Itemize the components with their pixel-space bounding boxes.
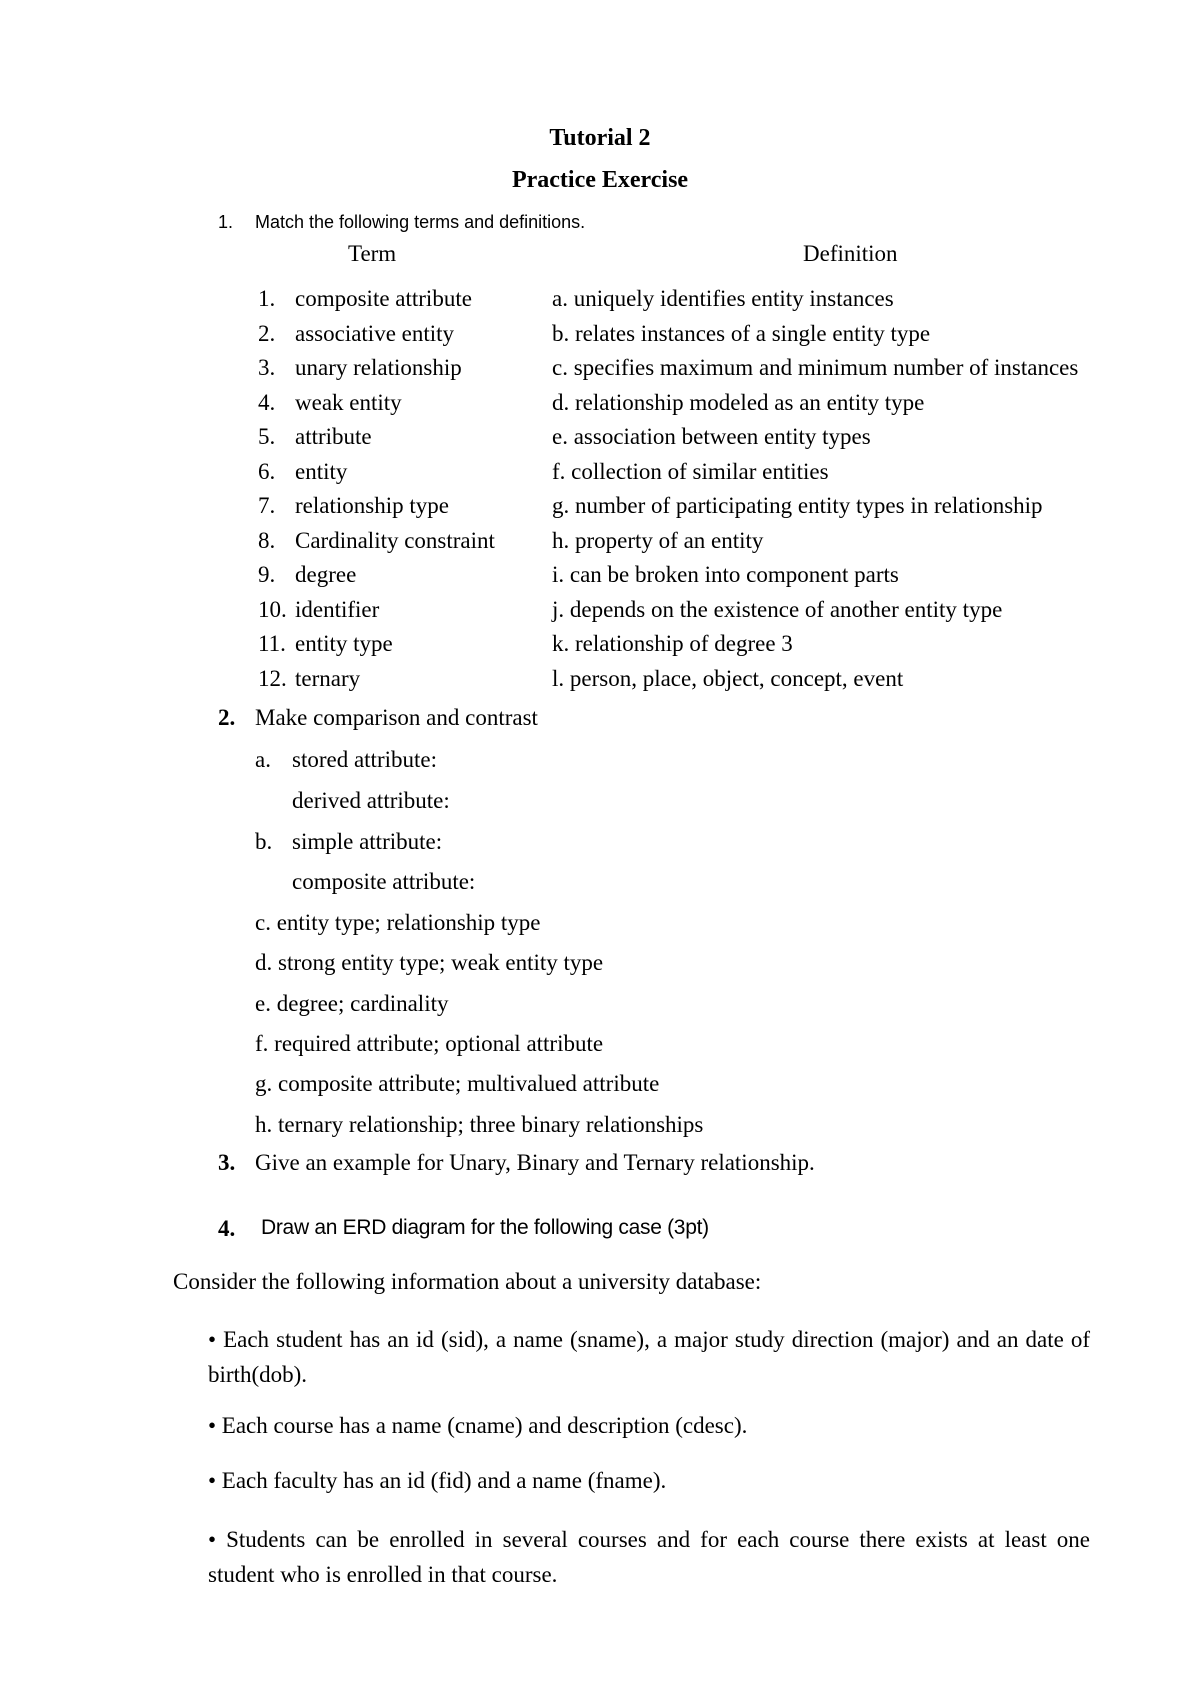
definition-item: c. specifies maximum and minimum number of instances bbox=[552, 355, 1079, 380]
term-number: 9. bbox=[258, 562, 276, 587]
q2-item: h. ternary relationship; three binary relationships bbox=[255, 1112, 704, 1137]
q2-item: g. composite attribute; multivalued attribute bbox=[255, 1071, 660, 1096]
q2-text: Make comparison and contrast bbox=[255, 705, 538, 730]
definition-item: g. number of participating entity types in relationship bbox=[552, 493, 1043, 518]
q2-item: f. required attribute; optional attribute bbox=[255, 1031, 604, 1056]
term-number: 7. bbox=[258, 493, 276, 518]
term-text: relationship type bbox=[295, 493, 449, 518]
term-number: 3. bbox=[258, 355, 276, 380]
term-text: Cardinality constraint bbox=[295, 528, 495, 553]
q2-a-line1: stored attribute: bbox=[292, 747, 437, 772]
definition-item: d. relationship modeled as an entity type bbox=[552, 390, 925, 415]
definition-item: i. can be broken into component parts bbox=[552, 562, 899, 587]
definition-item: k. relationship of degree 3 bbox=[552, 631, 793, 656]
term-text: weak entity bbox=[295, 390, 402, 415]
case-bullet: • Students can be enrolled in several courses and for each course there exists at least one student who is enrolled in that course. bbox=[208, 1527, 1090, 1587]
term-text: attribute bbox=[295, 424, 372, 449]
q2-item: c. entity type; relationship type bbox=[255, 910, 541, 935]
term-header: Term bbox=[348, 241, 397, 266]
term-text: degree bbox=[295, 562, 357, 587]
q2-a-label: a. bbox=[255, 747, 271, 772]
q3-number: 3. bbox=[218, 1150, 236, 1175]
q2-item: d. strong entity type; weak entity type bbox=[255, 950, 604, 975]
term-text: ternary bbox=[295, 666, 361, 691]
term-number: 5. bbox=[258, 424, 276, 449]
term-number: 4. bbox=[258, 390, 276, 415]
term-text: associative entity bbox=[295, 321, 455, 346]
definition-item: e. association between entity types bbox=[552, 424, 871, 449]
q2-a-line2: derived attribute: bbox=[292, 788, 450, 813]
q2-number: 2. bbox=[218, 705, 236, 730]
term-number: 1. bbox=[258, 286, 276, 311]
definition-item: h. property of an entity bbox=[552, 528, 764, 553]
definition-item: f. collection of similar entities bbox=[552, 459, 829, 484]
term-number: 2. bbox=[258, 321, 276, 346]
q2-b-label: b. bbox=[255, 829, 273, 854]
term-text: identifier bbox=[295, 597, 380, 622]
q2-item: e. degree; cardinality bbox=[255, 991, 449, 1016]
q3-text: Give an example for Unary, Binary and Ternary relationship. bbox=[255, 1150, 815, 1175]
case-bullet: • Each faculty has an id (fid) and a name (fname). bbox=[208, 1468, 667, 1493]
term-text: entity type bbox=[295, 631, 393, 656]
case-intro: Consider the following information about a university database: bbox=[173, 1269, 762, 1294]
case-bullet: • Each course has a name (cname) and description (cdesc). bbox=[208, 1413, 748, 1438]
definition-header: Definition bbox=[803, 241, 898, 266]
doc-subtitle: Practice Exercise bbox=[511, 167, 689, 193]
term-text: entity bbox=[295, 459, 348, 484]
term-number: 11. bbox=[258, 631, 286, 656]
case-bullet: • Each student has an id (sid), a name (sname), a major study direction (major) and an date of birth(dob). bbox=[208, 1327, 1090, 1387]
q4-number: 4. bbox=[218, 1216, 236, 1241]
term-text: composite attribute bbox=[295, 286, 472, 311]
term-number: 8. bbox=[258, 528, 276, 553]
q2-b-line2: composite attribute: bbox=[292, 869, 476, 894]
term-text: unary relationship bbox=[295, 355, 462, 380]
term-number: 10. bbox=[258, 597, 287, 622]
q1-text: Match the following terms and definitions. bbox=[255, 212, 586, 232]
q4-text: Draw an ERD diagram for the following case (3pt) bbox=[261, 1216, 709, 1239]
term-number: 12. bbox=[258, 666, 287, 691]
definition-item: l. person, place, object, concept, event bbox=[552, 666, 904, 691]
definition-item: j. depends on the existence of another entity type bbox=[552, 597, 1003, 622]
q1-number: 1. bbox=[218, 212, 234, 232]
q2-b-line1: simple attribute: bbox=[292, 829, 443, 854]
definition-item: a. uniquely identifies entity instances bbox=[552, 286, 894, 311]
doc-title: Tutorial 2 bbox=[549, 125, 651, 151]
definition-item: b. relates instances of a single entity type bbox=[552, 321, 931, 346]
term-number: 6. bbox=[258, 459, 276, 484]
